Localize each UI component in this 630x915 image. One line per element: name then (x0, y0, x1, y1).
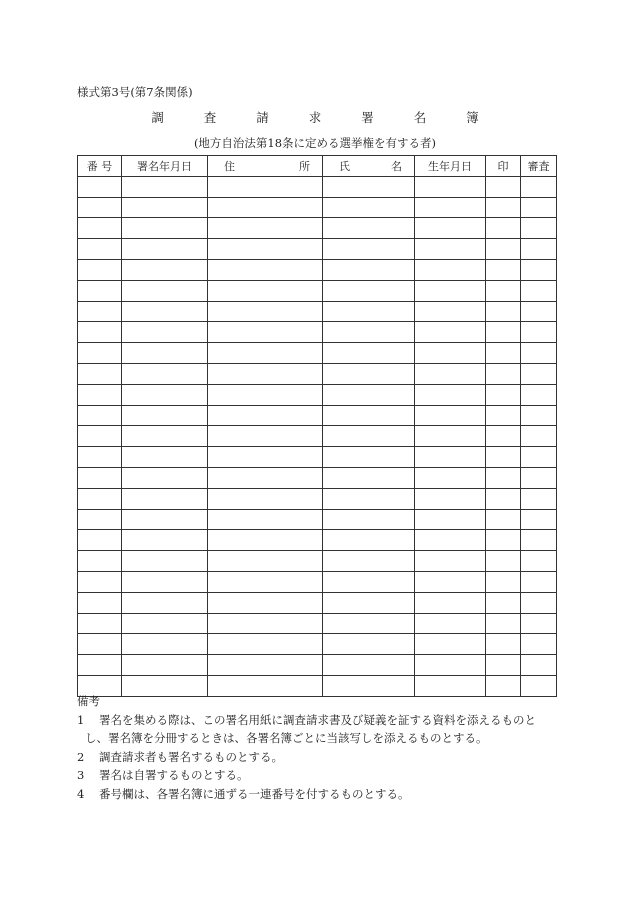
seal-cell[interactable] (486, 447, 521, 468)
name-cell[interactable] (323, 322, 415, 343)
seal-cell[interactable] (486, 405, 521, 426)
seal-cell[interactable] (486, 218, 521, 239)
note-number: 2 (77, 749, 85, 764)
name-cell[interactable] (323, 405, 415, 426)
number-cell[interactable] (78, 363, 122, 384)
birth-date-cell[interactable] (415, 363, 486, 384)
number-cell[interactable] (78, 467, 122, 488)
review-cell[interactable] (521, 322, 557, 343)
number-cell[interactable] (78, 239, 122, 260)
birth-date-cell[interactable] (415, 259, 486, 280)
number-cell[interactable] (78, 280, 122, 301)
number-cell[interactable] (78, 218, 122, 239)
table-row (78, 259, 557, 280)
page-title: 調 査 請 求 署 名 簿 (151, 110, 479, 125)
review-cell[interactable] (521, 571, 557, 592)
review-cell[interactable] (521, 384, 557, 405)
birth-date-cell[interactable] (415, 426, 486, 447)
header-seal: 印 (486, 156, 521, 177)
note-text: 署名を集める際は、この署名用紙に調査請求書及び疑義を証する資料を添えるものと (99, 712, 536, 727)
seal-cell[interactable] (486, 363, 521, 384)
address-cell[interactable] (208, 447, 323, 468)
table-row (78, 176, 557, 197)
sign-date-cell[interactable] (122, 363, 208, 384)
birth-date-cell[interactable] (415, 467, 486, 488)
seal-cell[interactable] (486, 322, 521, 343)
sign-date-cell[interactable] (122, 509, 208, 530)
page-subtitle: (地方自治法第18条に定める選挙権を有する者) (193, 136, 437, 150)
seal-cell[interactable] (486, 239, 521, 260)
table-row (78, 488, 557, 509)
name-cell[interactable] (323, 218, 415, 239)
birth-date-cell[interactable] (415, 634, 486, 655)
name-cell[interactable] (323, 509, 415, 530)
review-cell[interactable] (521, 509, 557, 530)
name-cell[interactable] (323, 384, 415, 405)
address-cell[interactable] (208, 509, 323, 530)
birth-date-cell[interactable] (415, 551, 486, 572)
table-row (78, 509, 557, 530)
name-cell[interactable] (323, 571, 415, 592)
header-address-char2: 所 (299, 159, 310, 173)
name-cell[interactable] (323, 343, 415, 364)
name-cell[interactable] (323, 613, 415, 634)
review-cell[interactable] (521, 259, 557, 280)
seal-cell[interactable] (486, 384, 521, 405)
seal-cell[interactable] (486, 426, 521, 447)
sign-date-cell[interactable] (122, 405, 208, 426)
table-row (78, 551, 557, 572)
note-text-continued: し、署名簿を分冊するときは、各署名簿ごとに当該写しを添えるものとする。 (85, 731, 488, 745)
birth-date-cell[interactable] (415, 488, 486, 509)
number-cell[interactable] (78, 488, 122, 509)
header-address (208, 156, 323, 177)
sign-date-cell[interactable] (122, 239, 208, 260)
name-cell[interactable] (323, 259, 415, 280)
number-cell[interactable] (78, 322, 122, 343)
number-cell[interactable] (78, 384, 122, 405)
name-cell[interactable] (323, 592, 415, 613)
table-row (78, 613, 557, 634)
seal-cell[interactable] (486, 280, 521, 301)
seal-cell[interactable] (486, 634, 521, 655)
review-cell[interactable] (521, 218, 557, 239)
review-cell[interactable] (521, 634, 557, 655)
review-cell[interactable] (521, 467, 557, 488)
table-row (78, 322, 557, 343)
sign-date-cell[interactable] (122, 384, 208, 405)
table-row (78, 363, 557, 384)
table-row (78, 239, 557, 260)
table-row (78, 280, 557, 301)
seal-cell[interactable] (486, 301, 521, 322)
number-cell[interactable] (78, 405, 122, 426)
address-cell[interactable] (208, 467, 323, 488)
note-number: 1 (77, 712, 85, 727)
note-text: 番号欄は、各署名簿に通ずる一連番号を付するものとする。 (99, 786, 410, 801)
name-cell[interactable] (323, 176, 415, 197)
header-number: 番 号 (78, 156, 122, 177)
note-item (77, 711, 557, 748)
sign-date-cell[interactable] (122, 280, 208, 301)
table-row (78, 655, 557, 676)
birth-date-cell[interactable] (415, 509, 486, 530)
review-cell[interactable] (521, 301, 557, 322)
address-cell[interactable] (208, 571, 323, 592)
birth-date-cell[interactable] (415, 592, 486, 613)
table-row (78, 384, 557, 405)
seal-cell[interactable] (486, 571, 521, 592)
birth-date-cell[interactable] (415, 571, 486, 592)
table-row (78, 530, 557, 551)
signature-table (77, 155, 557, 697)
sign-date-cell[interactable] (122, 467, 208, 488)
name-cell[interactable] (323, 280, 415, 301)
birth-date-cell[interactable] (415, 447, 486, 468)
address-cell[interactable] (208, 426, 323, 447)
header-address-char1: 住 (224, 159, 235, 173)
note-number: 4 (77, 786, 85, 801)
name-cell[interactable] (323, 447, 415, 468)
sign-date-cell[interactable] (122, 592, 208, 613)
birth-date-cell[interactable] (415, 197, 486, 218)
name-cell[interactable] (323, 239, 415, 260)
notes-heading: 備考 (77, 694, 100, 708)
note-item (77, 748, 557, 767)
seal-cell[interactable] (486, 530, 521, 551)
review-cell[interactable] (521, 405, 557, 426)
number-cell[interactable] (78, 530, 122, 551)
address-cell[interactable] (208, 301, 323, 322)
header-birth-date: 生年月日 (415, 156, 486, 177)
review-cell[interactable] (521, 613, 557, 634)
sign-date-cell[interactable] (122, 426, 208, 447)
address-cell[interactable] (208, 613, 323, 634)
header-review: 審査 (521, 156, 557, 177)
seal-cell[interactable] (486, 613, 521, 634)
name-cell[interactable] (323, 551, 415, 572)
name-cell[interactable] (323, 530, 415, 551)
address-cell[interactable] (208, 405, 323, 426)
number-cell[interactable] (78, 197, 122, 218)
seal-cell[interactable] (486, 509, 521, 530)
table-row (78, 426, 557, 447)
name-cell[interactable] (323, 301, 415, 322)
seal-cell[interactable] (486, 197, 521, 218)
number-cell[interactable] (78, 551, 122, 572)
name-cell[interactable] (323, 363, 415, 384)
address-cell[interactable] (208, 551, 323, 572)
sign-date-cell[interactable] (122, 613, 208, 634)
table-body (78, 176, 557, 696)
review-cell[interactable] (521, 655, 557, 676)
birth-date-cell[interactable] (415, 239, 486, 260)
header-name-char1: 氏 (339, 159, 350, 173)
sign-date-cell[interactable] (122, 176, 208, 197)
sign-date-cell[interactable] (122, 634, 208, 655)
birth-date-cell[interactable] (415, 613, 486, 634)
name-cell[interactable] (323, 197, 415, 218)
address-cell[interactable] (208, 384, 323, 405)
birth-date-cell[interactable] (415, 280, 486, 301)
number-cell[interactable] (78, 571, 122, 592)
sign-date-cell[interactable] (122, 447, 208, 468)
address-cell[interactable] (208, 488, 323, 509)
review-cell[interactable] (521, 530, 557, 551)
sign-date-cell[interactable] (122, 259, 208, 280)
number-cell[interactable] (78, 176, 122, 197)
name-cell[interactable] (323, 655, 415, 676)
table-row (78, 218, 557, 239)
address-cell[interactable] (208, 239, 323, 260)
address-cell[interactable] (208, 197, 323, 218)
review-cell[interactable] (521, 176, 557, 197)
number-cell[interactable] (78, 301, 122, 322)
form-number: 様式第3号(第7条関係) (77, 85, 193, 99)
birth-date-cell[interactable] (415, 301, 486, 322)
seal-cell[interactable] (486, 592, 521, 613)
number-cell[interactable] (78, 592, 122, 613)
note-item (77, 785, 557, 804)
birth-date-cell[interactable] (415, 655, 486, 676)
name-cell[interactable] (323, 426, 415, 447)
name-cell[interactable] (323, 634, 415, 655)
address-cell[interactable] (208, 259, 323, 280)
header-name-char2: 名 (391, 159, 402, 173)
name-cell[interactable] (323, 467, 415, 488)
address-cell[interactable] (208, 363, 323, 384)
table-row (78, 571, 557, 592)
note-item (77, 766, 557, 785)
address-cell[interactable] (208, 655, 323, 676)
address-cell[interactable] (208, 322, 323, 343)
seal-cell[interactable] (486, 655, 521, 676)
number-cell[interactable] (78, 426, 122, 447)
seal-cell[interactable] (486, 176, 521, 197)
table-header-row (78, 156, 557, 177)
review-cell[interactable] (521, 363, 557, 384)
sign-date-cell[interactable] (122, 322, 208, 343)
number-cell[interactable] (78, 259, 122, 280)
table-row (78, 467, 557, 488)
sign-date-cell[interactable] (122, 571, 208, 592)
address-cell[interactable] (208, 343, 323, 364)
number-cell[interactable] (78, 634, 122, 655)
sign-date-cell[interactable] (122, 301, 208, 322)
number-cell[interactable] (78, 613, 122, 634)
table-row (78, 343, 557, 364)
sign-date-cell[interactable] (122, 655, 208, 676)
seal-cell[interactable] (486, 551, 521, 572)
table-row (78, 634, 557, 655)
seal-cell[interactable] (486, 467, 521, 488)
address-cell[interactable] (208, 218, 323, 239)
header-name (323, 156, 415, 177)
birth-date-cell[interactable] (415, 322, 486, 343)
seal-cell[interactable] (486, 259, 521, 280)
address-cell[interactable] (208, 592, 323, 613)
number-cell[interactable] (78, 447, 122, 468)
birth-date-cell[interactable] (415, 343, 486, 364)
note-number: 3 (77, 768, 85, 782)
table-row (78, 592, 557, 613)
birth-date-cell[interactable] (415, 176, 486, 197)
address-cell[interactable] (208, 634, 323, 655)
review-cell[interactable] (521, 447, 557, 468)
address-cell[interactable] (208, 530, 323, 551)
note-text: 署名は自署するものとする。 (99, 768, 249, 782)
table-row (78, 405, 557, 426)
review-cell[interactable] (521, 239, 557, 260)
birth-date-cell[interactable] (415, 218, 486, 239)
header-sign-date: 署名年月日 (122, 156, 208, 177)
birth-date-cell[interactable] (415, 405, 486, 426)
seal-cell[interactable] (486, 488, 521, 509)
review-cell[interactable] (521, 592, 557, 613)
table-row (78, 447, 557, 468)
note-text: 調査請求者も署名するものとする。 (99, 749, 283, 764)
review-cell[interactable] (521, 197, 557, 218)
number-cell[interactable] (78, 655, 122, 676)
review-cell[interactable] (521, 426, 557, 447)
sign-date-cell[interactable] (122, 197, 208, 218)
review-cell[interactable] (521, 343, 557, 364)
address-cell[interactable] (208, 280, 323, 301)
sign-date-cell[interactable] (122, 551, 208, 572)
birth-date-cell[interactable] (415, 530, 486, 551)
sign-date-cell[interactable] (122, 488, 208, 509)
birth-date-cell[interactable] (415, 384, 486, 405)
review-cell[interactable] (521, 488, 557, 509)
name-cell[interactable] (323, 488, 415, 509)
table-row (78, 197, 557, 218)
sign-date-cell[interactable] (122, 530, 208, 551)
seal-cell[interactable] (486, 343, 521, 364)
sign-date-cell[interactable] (122, 343, 208, 364)
address-cell[interactable] (208, 176, 323, 197)
sign-date-cell[interactable] (122, 218, 208, 239)
number-cell[interactable] (78, 343, 122, 364)
review-cell[interactable] (521, 280, 557, 301)
number-cell[interactable] (78, 509, 122, 530)
notes-section (77, 692, 557, 803)
table-row (78, 301, 557, 322)
review-cell[interactable] (521, 551, 557, 572)
